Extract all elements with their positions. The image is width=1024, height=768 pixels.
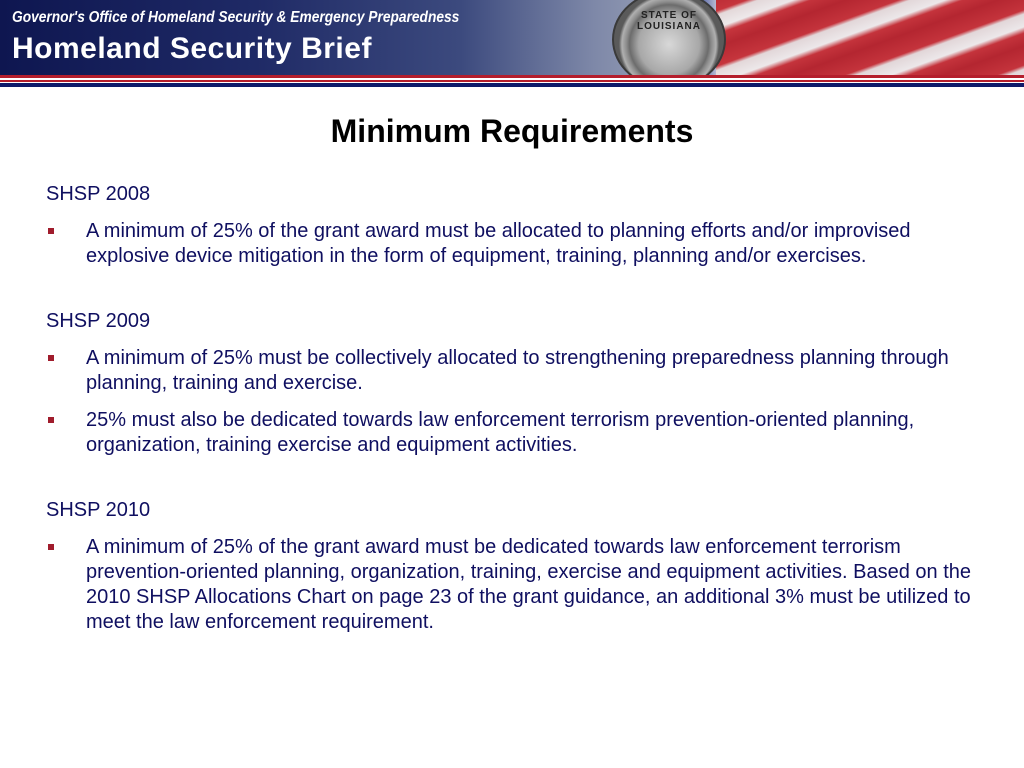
bullet-text: A minimum of 25% must be collectively allocated to strengthening preparedness planning through planning, training and exercise. [86,347,949,394]
slide-content [46,182,986,635]
bullet-text: A minimum of 25% of the grant award must be allocated to planning efforts and/or improvised explosive device mitigation in the form of equipment, training, planning and/or exercises. [86,220,911,267]
header-banner [0,0,1024,75]
square-bullet-icon [48,228,54,234]
banner-title: Homeland Security Brief [12,32,372,65]
square-bullet-icon [48,417,54,423]
bullet-item [46,535,986,635]
seal-text: STATE OF LOUISIANA [637,10,701,32]
section-heading-shsp-2009: SHSP 2009 [46,310,151,332]
section-heading-shsp-2010: SHSP 2010 [46,499,151,521]
bullet-item [46,346,986,396]
american-flag-image [694,0,1024,75]
section-heading-shsp-2008: SHSP 2008 [46,183,151,205]
bullet-item [46,219,986,269]
square-bullet-icon [48,544,54,550]
louisiana-state-seal-icon [612,0,726,75]
slide-title: Minimum Requirements [330,113,694,149]
bullet-text: 25% must also be dedicated towards law enforcement terrorism prevention-oriented planning, organization, training exercise and equipment activities. [86,409,915,456]
square-bullet-icon [48,355,54,361]
organization-name: Governor's Office of Homeland Security & Emergency Preparedness [12,9,460,26]
bullet-text: A minimum of 25% of the grant award must be dedicated towards law enforcement terrorism prevention-oriented planning, organization, training, exercise and equipment activities. Based on the 2010 SHSP Allocations Chart on page 23 of the grant guidance, an additional 3% must be utilized to meet the law enforcement requirement. [86,536,971,633]
bullet-item [46,408,986,458]
header-divider-stripes [0,75,1024,87]
